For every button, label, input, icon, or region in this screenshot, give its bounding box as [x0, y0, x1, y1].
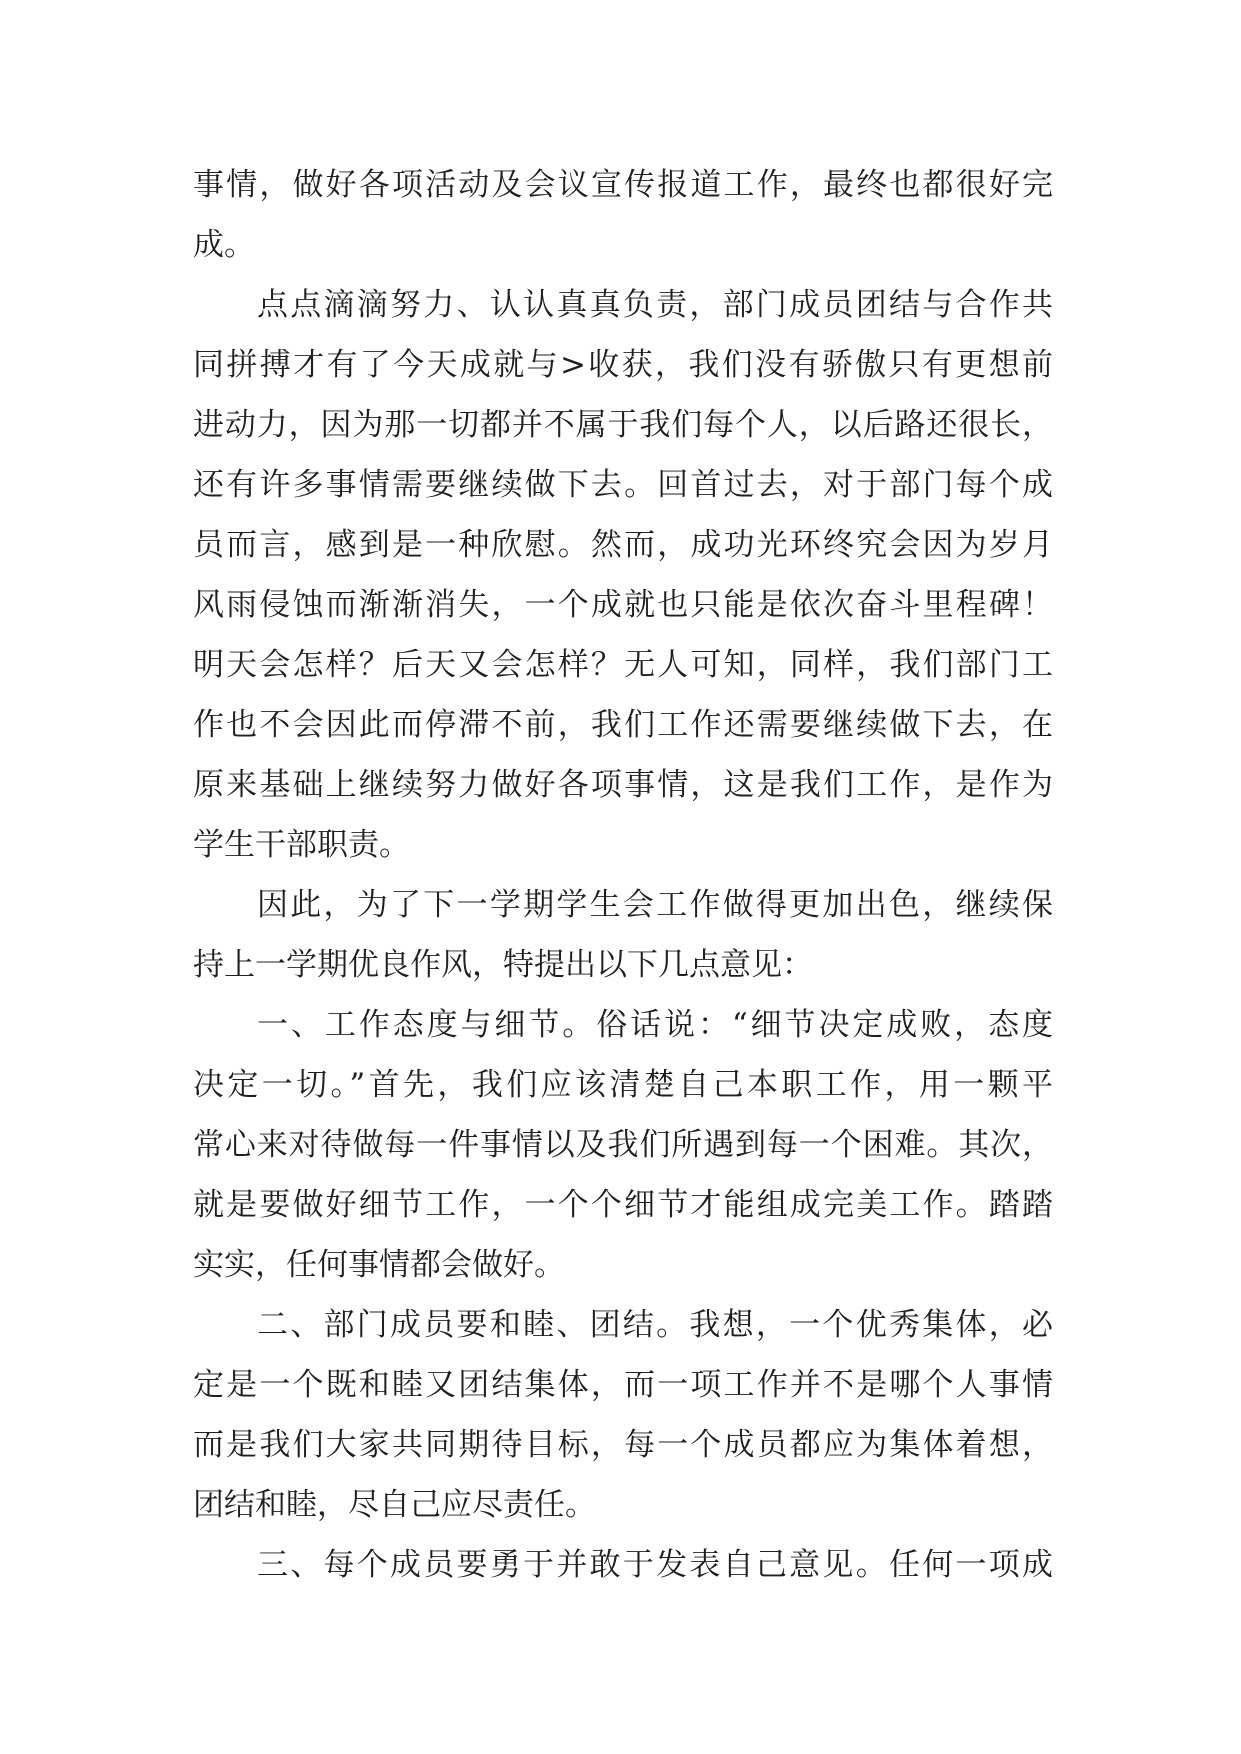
- text-line: 进动力，因为那一切都并不属于我们每个人，以后路还很长，: [193, 407, 1053, 443]
- text-line: 决定一切。”首先，我们应该清楚自己本职工作，用一颗平: [193, 1067, 1053, 1103]
- text-line: 团结和睦，尽自己应尽责任。: [193, 1487, 596, 1523]
- paragraph-first-line: 因此，为了下一学期学生会工作做得更加出色，继续保: [257, 887, 1053, 923]
- text-line: 同拼搏才有了今天成就与>收获，我们没有骄傲只有更想前: [193, 347, 1053, 383]
- text-line: 风雨侵蚀而渐渐消失，一个成就也只能是依次奋斗里程碑！: [193, 587, 1053, 623]
- text-line: 持上一学期优良作风，特提出以下几点意见：: [193, 947, 813, 983]
- paragraph-first-line: 二、部门成员要和睦、团结。我想，一个优秀集体，必: [257, 1307, 1053, 1343]
- document-body: [193, 155, 1053, 1595]
- text-line: 而是我们大家共同期待目标，每一个成员都应为集体着想，: [193, 1427, 1053, 1463]
- paragraph-first-line: 点点滴滴努力、认认真真负责，部门成员团结与合作共: [257, 287, 1053, 323]
- text-line: 常心来对待做每一件事情以及我们所遇到每一个困难。其次，: [193, 1127, 1053, 1163]
- text-line: 事情，做好各项活动及会议宣传报道工作，最终也都很好完: [193, 167, 1053, 203]
- text-line: 员而言，感到是一种欣慰。然而，成功光环终究会因为岁月: [193, 527, 1053, 563]
- text-line: 定是一个既和睦又团结集体，而一项工作并不是哪个人事情: [193, 1367, 1053, 1403]
- text-line: 原来基础上继续努力做好各项事情，这是我们工作，是作为: [193, 767, 1053, 803]
- paragraph-first-line: 三、每个成员要勇于并敢于发表自己意见。任何一项成: [257, 1547, 1053, 1583]
- text-line: 作也不会因此而停滞不前，我们工作还需要继续做下去，在: [193, 707, 1053, 743]
- text-line: 还有许多事情需要继续做下去。回首过去，对于部门每个成: [193, 467, 1053, 503]
- paragraph-first-line: 一、工作态度与细节。俗话说：“细节决定成败，态度: [257, 1007, 1053, 1043]
- text-line: 明天会怎样？后天又会怎样？无人可知，同样，我们部门工: [193, 647, 1053, 683]
- text-line: 学生干部职责。: [193, 827, 410, 863]
- text-line: 实实，任何事情都会做好。: [193, 1247, 565, 1283]
- text-line: 就是要做好细节工作，一个个细节才能组成完美工作。踏踏: [193, 1187, 1053, 1223]
- text-line: 成。: [193, 227, 255, 263]
